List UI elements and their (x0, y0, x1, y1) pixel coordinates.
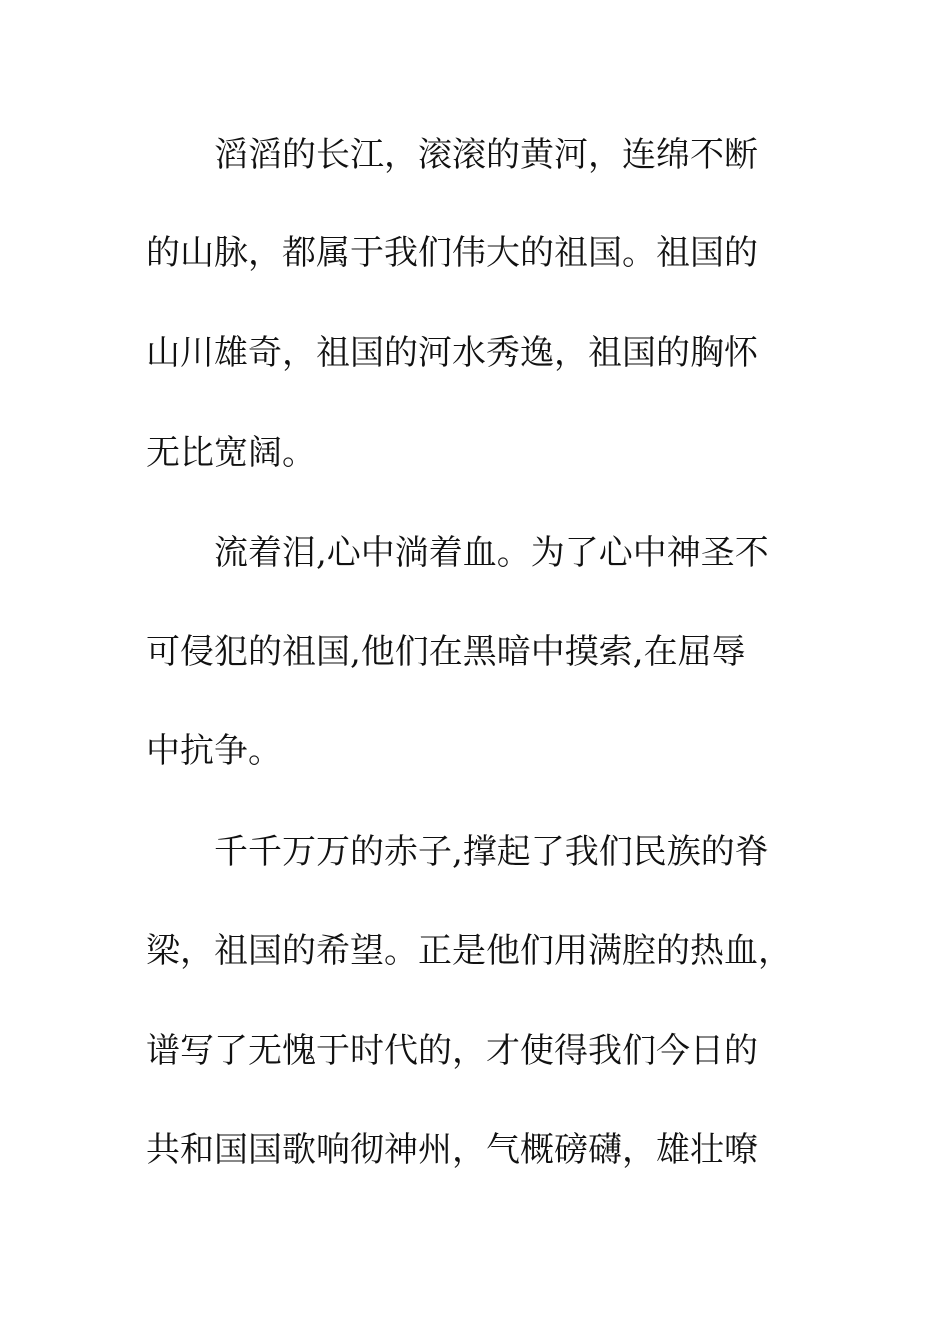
text-line: 流着泪,心中淌着血。为了心中神圣不 (146, 533, 769, 573)
text-line: 滔滔的长江，滚滚的黄河，连绵不断 (146, 135, 758, 175)
text-line: 山川雄奇，祖国的河水秀逸，祖国的胸怀 (146, 333, 758, 373)
text-line: 无比宽阔。 (146, 433, 316, 473)
text-line: 谱写了无愧于时代的，才使得我们今日的 (146, 1031, 758, 1071)
text-line: 共和国国歌响彻神州，气概磅礴，雄壮嘹 (146, 1130, 758, 1170)
text-line: 的山脉，都属于我们伟大的祖国。祖国的 (146, 233, 758, 273)
text-line: 中抗争。 (146, 731, 282, 771)
text-line: 千千万万的赤子,撑起了我们民族的脊 (146, 832, 769, 872)
text-line: 梁，祖国的希望。正是他们用满腔的热血， (146, 931, 792, 971)
text-line: 可侵犯的祖国,他们在黑暗中摸索,在屈辱 (146, 632, 746, 672)
